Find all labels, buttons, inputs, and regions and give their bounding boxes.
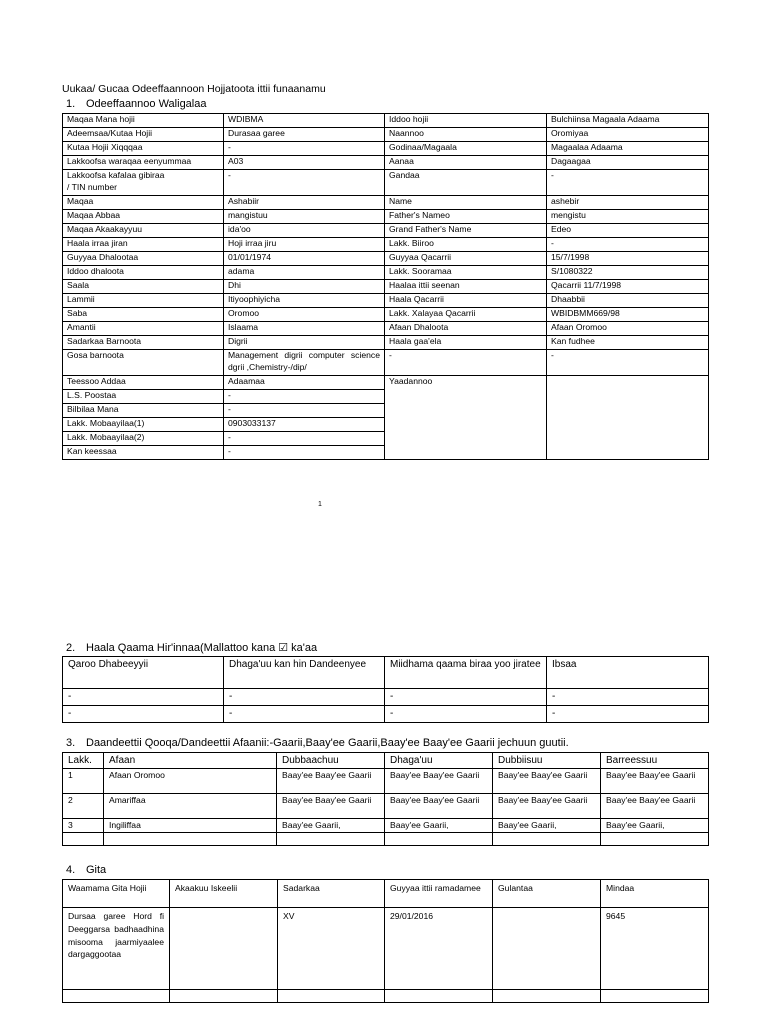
column-header: Akaakuu Iskeelii: [170, 880, 278, 908]
column-header: Dubbaachuu: [277, 753, 385, 769]
info-value: -: [224, 142, 385, 156]
notes-label: Yaadannoo: [385, 376, 547, 460]
language-skills-table: [62, 752, 709, 846]
table-cell: -: [385, 689, 547, 706]
info-value: -: [224, 170, 385, 196]
info-value: 15/7/1998: [547, 252, 709, 266]
info-row: [63, 238, 709, 252]
info-value: Dhaabbii: [547, 294, 709, 308]
info-label: Lakk. Xalayaa Qacarrii: [385, 308, 547, 322]
table-cell: Baay'ee Baay'ee Gaarii: [601, 794, 709, 819]
table-cell: Baay'ee Gaarii,: [493, 819, 601, 833]
info-value: 01/01/1974: [224, 252, 385, 266]
table-cell: [63, 833, 104, 846]
section-1-heading: [66, 98, 206, 110]
table-cell: [63, 990, 170, 1003]
info-label: Lakk. Mobaayilaa(1): [63, 418, 224, 432]
column-header: Qaroo Dhabeeyyii: [63, 657, 224, 689]
info-label: Bilbilaa Mana: [63, 404, 224, 418]
general-info-table: [62, 113, 709, 460]
info-label: Godinaa/Magaala: [385, 142, 547, 156]
info-label: Haala gaa'ela: [385, 336, 547, 350]
info-value: Oromoo: [224, 308, 385, 322]
section-4-heading: [66, 864, 106, 876]
info-label: Guyyaa Dhalootaa: [63, 252, 224, 266]
table-cell: [104, 833, 277, 846]
info-value: Dhi: [224, 280, 385, 294]
info-value: Islaama: [224, 322, 385, 336]
table-cell: [601, 990, 709, 1003]
info-value: Qacarrii 11/7/1998: [547, 280, 709, 294]
info-label: Haalaa ittii seenan: [385, 280, 547, 294]
info-label: Lammii: [63, 294, 224, 308]
column-header: Guyyaa ittii ramadamee: [385, 880, 493, 908]
info-value: adama: [224, 266, 385, 280]
info-label: Grand Father's Name: [385, 224, 547, 238]
table-cell: -: [547, 689, 709, 706]
info-label: Gandaa: [385, 170, 547, 196]
table-cell: -: [63, 689, 224, 706]
section-1-title: Odeeffaannoo Waligalaa: [86, 98, 207, 110]
disability-table: [62, 656, 709, 723]
table-cell: 9645: [601, 908, 709, 990]
info-label: Maqaa Abbaa: [63, 210, 224, 224]
info-label: Kan keessaa: [63, 446, 224, 460]
column-header: Miidhama qaama biraa yoo jiratee: [385, 657, 547, 689]
info-label: Maqaa Akaakayyuu: [63, 224, 224, 238]
column-header: Waamama Gita Hojii: [63, 880, 170, 908]
info-value: -: [224, 404, 385, 418]
grade-table: [62, 879, 709, 1003]
info-row: [63, 322, 709, 336]
table-cell: [385, 833, 493, 846]
info-row: [63, 294, 709, 308]
info-value: Digrii: [224, 336, 385, 350]
table-cell: Baay'ee Baay'ee Gaarii: [277, 769, 385, 794]
column-header: Dubbiisuu: [493, 753, 601, 769]
info-label: Saba: [63, 308, 224, 322]
info-row: [63, 156, 709, 170]
table-cell: [493, 990, 601, 1003]
info-row: [63, 376, 709, 390]
info-row: [63, 280, 709, 294]
info-row: [63, 170, 709, 196]
info-value: Dagaagaa: [547, 156, 709, 170]
info-label: Teessoo Addaa: [63, 376, 224, 390]
table-cell: 1: [63, 769, 104, 794]
info-value: -: [547, 350, 709, 376]
table-cell: Baay'ee Baay'ee Gaarii: [601, 769, 709, 794]
info-label: Kutaa Hojii Xiqqqaa: [63, 142, 224, 156]
table-cell: XV: [278, 908, 385, 990]
column-header: Gulantaa: [493, 880, 601, 908]
table-cell: [170, 990, 278, 1003]
column-header: Lakk.: [63, 753, 104, 769]
table-cell: [493, 908, 601, 990]
header-row: [63, 753, 709, 769]
info-label: Maqaa Mana hojii: [63, 114, 224, 128]
table-cell: Afaan Oromoo: [104, 769, 277, 794]
info-row: [63, 210, 709, 224]
info-label: Lakkoofsa kafalaa gibiraa / TIN number: [63, 170, 224, 196]
header-row: [63, 880, 709, 908]
column-header: Afaan: [104, 753, 277, 769]
table-cell: -: [224, 689, 385, 706]
info-value: 0903033137: [224, 418, 385, 432]
table-cell: Baay'ee Gaarii,: [601, 819, 709, 833]
table-cell: [278, 990, 385, 1003]
section-3-heading: [66, 737, 569, 749]
info-label: Maqaa: [63, 196, 224, 210]
table-cell: [277, 833, 385, 846]
table-cell: Baay'ee Baay'ee Gaarii: [277, 794, 385, 819]
info-row: [63, 308, 709, 322]
info-value: ida'oo: [224, 224, 385, 238]
info-label: Lakk. Mobaayilaa(2): [63, 432, 224, 446]
notes-value: [547, 376, 709, 460]
table-cell: -: [547, 706, 709, 723]
info-value: -: [547, 238, 709, 252]
table-cell: Baay'ee Baay'ee Gaarii: [493, 794, 601, 819]
table-cell: Baay'ee Gaarii,: [277, 819, 385, 833]
info-value: S/1080322: [547, 266, 709, 280]
info-value: -: [547, 170, 709, 196]
section-4-title: Gita: [86, 864, 107, 876]
table-row: [63, 769, 709, 794]
document-title: Uukaa/ Gucaa Odeeffaannoon Hojjatoota ittii funaanamu: [62, 83, 326, 95]
info-label: Aanaa: [385, 156, 547, 170]
table-cell: 3: [63, 819, 104, 833]
table-row: [63, 794, 709, 819]
info-label: Adeemsaa/Kutaa Hojii: [63, 128, 224, 142]
section-2-title: Haala Qaama Hir'innaa(Mallattoo kana ☑ ka'aa: [86, 642, 318, 654]
table-cell: Dursaa garee Hord fi Deeggarsa badhaadhina misooma jaarmiyaalee dargaggootaa: [63, 908, 170, 990]
table-cell: [601, 833, 709, 846]
info-value: WDIBMA: [224, 114, 385, 128]
info-label: Lakk. Biiroo: [385, 238, 547, 252]
table-row: [63, 833, 709, 846]
info-label: Lakkoofsa waraqaa eenyummaa: [63, 156, 224, 170]
info-row: [63, 128, 709, 142]
info-value: -: [224, 390, 385, 404]
info-label: -: [385, 350, 547, 376]
table-cell: 2: [63, 794, 104, 819]
info-value: Bulchiinsa Magaala Adaama: [547, 114, 709, 128]
info-value: Edeo: [547, 224, 709, 238]
info-value: WBIDBMM669/98: [547, 308, 709, 322]
section-3-number: 3.: [66, 737, 76, 749]
info-label: Name: [385, 196, 547, 210]
info-value: Itiyoophiyicha: [224, 294, 385, 308]
info-row: [63, 224, 709, 238]
table-row: [63, 706, 709, 723]
info-label: Sadarkaa Barnoota: [63, 336, 224, 350]
info-value: -: [224, 446, 385, 460]
table-cell: -: [385, 706, 547, 723]
table-cell: Baay'ee Baay'ee Gaarii: [385, 794, 493, 819]
info-value: Hoji irraa jiru: [224, 238, 385, 252]
table-cell: -: [224, 706, 385, 723]
info-value: ashebir: [547, 196, 709, 210]
table-cell: [170, 908, 278, 990]
header-row: [63, 657, 709, 689]
info-value: Magaalaa Adaama: [547, 142, 709, 156]
table-cell: -: [63, 706, 224, 723]
table-row: [63, 819, 709, 833]
info-row: [63, 252, 709, 266]
table-cell: 29/01/2016: [385, 908, 493, 990]
table-cell: [385, 990, 493, 1003]
table-cell: [493, 833, 601, 846]
info-label: Guyyaa Qacarrii: [385, 252, 547, 266]
section-2-number: 2.: [66, 642, 76, 654]
section-3-title: Daandeettii Qooqa/Dandeettii Afaanii:-Gaarii,Baay'ee Gaarii,Baay'ee Baay'ee Gaarii jechuun guutii.: [86, 737, 569, 749]
info-value: A03: [224, 156, 385, 170]
info-row: [63, 336, 709, 350]
info-label: Afaan Dhaloota: [385, 322, 547, 336]
table-cell: Ingiliffaa: [104, 819, 277, 833]
info-value: Adaamaa: [224, 376, 385, 390]
info-value: Durasaa garee: [224, 128, 385, 142]
info-value: Management digrii computer science dgrii ,Chemistry-/dip/: [224, 350, 385, 376]
table-row: [63, 689, 709, 706]
table-cell: Amariffaa: [104, 794, 277, 819]
section-1-number: 1.: [66, 98, 76, 110]
column-header: Dhaga'uu kan hin Dandeenyee: [224, 657, 385, 689]
info-value: Oromiyaa: [547, 128, 709, 142]
info-label: Iddoo hojii: [385, 114, 547, 128]
table-row: [63, 908, 709, 990]
column-header: Barreessuu: [601, 753, 709, 769]
info-label: Iddoo dhaloota: [63, 266, 224, 280]
info-label: Naannoo: [385, 128, 547, 142]
section-4-number: 4.: [66, 864, 76, 876]
table-row: [63, 990, 709, 1003]
column-header: Dhaga'uu: [385, 753, 493, 769]
section-2-heading: [66, 641, 317, 654]
info-row: [63, 266, 709, 280]
info-label: Father's Nameo: [385, 210, 547, 224]
column-header: Sadarkaa: [278, 880, 385, 908]
info-value: -: [224, 432, 385, 446]
info-label: Lakk. Sooramaa: [385, 266, 547, 280]
column-header: Ibsaa: [547, 657, 709, 689]
table-cell: Baay'ee Baay'ee Gaarii: [493, 769, 601, 794]
info-value: mengistu: [547, 210, 709, 224]
info-row: [63, 196, 709, 210]
info-label: L.S. Poostaa: [63, 390, 224, 404]
info-value: Afaan Oromoo: [547, 322, 709, 336]
info-label: Saala: [63, 280, 224, 294]
page-number: 1: [318, 501, 322, 508]
info-row: [63, 114, 709, 128]
info-value: Ashabiir: [224, 196, 385, 210]
info-value: mangistuu: [224, 210, 385, 224]
info-label: Amantii: [63, 322, 224, 336]
table-cell: Baay'ee Gaarii,: [385, 819, 493, 833]
info-row: [63, 142, 709, 156]
info-label: Haala irraa jiran: [63, 238, 224, 252]
info-label: Haala Qacarrii: [385, 294, 547, 308]
info-value: Kan fudhee: [547, 336, 709, 350]
info-row: [63, 350, 709, 376]
table-cell: Baay'ee Baay'ee Gaarii: [385, 769, 493, 794]
column-header: Mindaa: [601, 880, 709, 908]
info-label: Gosa barnoota: [63, 350, 224, 376]
